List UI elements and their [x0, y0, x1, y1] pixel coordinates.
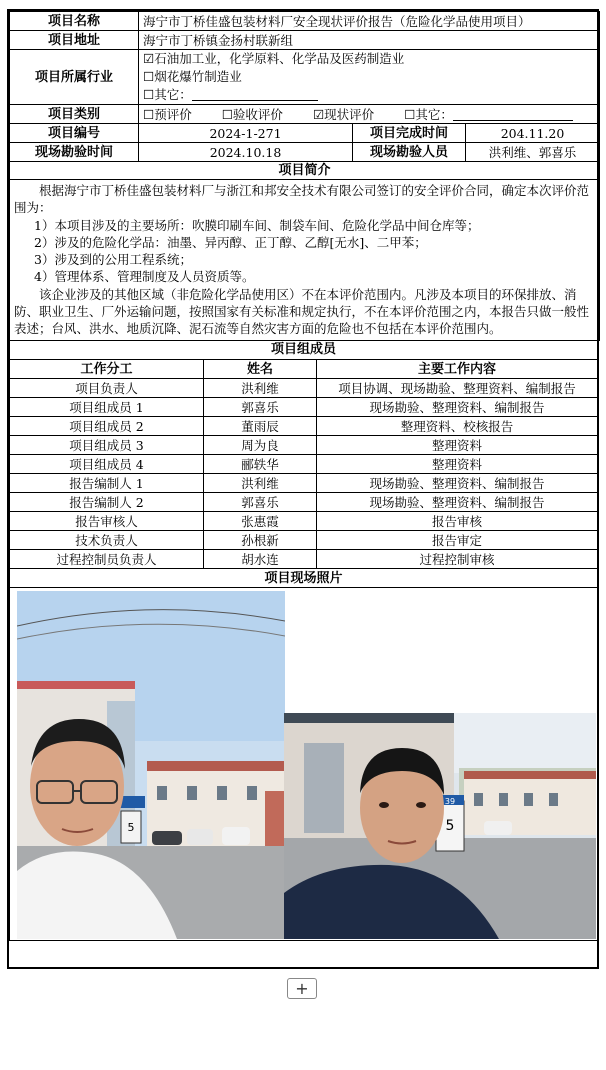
site-photo-1 [17, 591, 285, 939]
member-row [10, 398, 598, 417]
member-role: 项目负责人 [10, 379, 204, 398]
intro-item: 1）本项目涉及的主要场所：吹膜印刷车间、制袋车间、危险化学品中间仓库等； [34, 217, 480, 233]
member-role: 报告编制人 1 [10, 474, 204, 493]
member-role: 过程控制员负责人 [10, 550, 204, 569]
member-row [10, 531, 598, 550]
intro-body [10, 180, 600, 341]
sign-plate: 39 [444, 797, 456, 807]
member-work: 现场勘验、整理资料、编制报告 [317, 398, 598, 417]
member-name: 周为良 [204, 436, 317, 455]
member-row [10, 512, 598, 531]
sign-number-1: 5 [127, 821, 135, 835]
member-name: 张惠霞 [204, 512, 317, 531]
intro-item: 4）管理体系、管理制度及人员资质等。 [34, 269, 255, 285]
member-work: 现场勘验、整理资料、编制报告 [317, 493, 598, 512]
category-label: 项目类别 [10, 105, 139, 124]
survey-time-value: 2024.10.18 [139, 143, 353, 162]
members-header-role: 工作分工 [10, 360, 204, 379]
member-role: 技术负责人 [10, 531, 204, 550]
member-name: 洪利维 [204, 379, 317, 398]
member-row [10, 474, 598, 493]
category-options [139, 105, 600, 124]
project-address-label: 项目地址 [10, 31, 139, 50]
member-work: 报告审定 [317, 531, 598, 550]
member-work: 现场勘验、整理资料、编制报告 [317, 474, 598, 493]
category-option-pre[interactable]: ☐预评价 [143, 106, 192, 122]
member-work: 整理资料 [317, 455, 598, 474]
report-sheet [7, 9, 599, 969]
category-option-other[interactable]: ☐其它： [404, 107, 573, 122]
intro-paragraph-2: 该企业涉及的其他区域（非危险化学品使用区）不在本评价范围内。凡涉及本项目的环保排放、消防、职业卫生、厂外运输问题，按照国家有关标准和规定执行，不在本评价范围之内，本报告只做一般性表述；台风、洪水、地质沉降、泥石流等自然灾害方面的危险也不包括在本评价范围内。 [14, 286, 590, 337]
industry-label: 项目所属行业 [10, 50, 139, 105]
member-row [10, 417, 598, 436]
member-role: 报告审核人 [10, 512, 204, 531]
industry-option-petrochem[interactable]: ☑石油加工业，化学原料、化学品及医药制造业 [143, 51, 405, 66]
project-name-label: 项目名称 [10, 12, 139, 31]
survey-time-label: 现场勘验时间 [10, 143, 139, 162]
members-table [9, 341, 598, 942]
member-work: 整理资料 [317, 436, 598, 455]
info-table [9, 11, 600, 341]
project-number-value: 2024-1-271 [139, 124, 353, 143]
intro-title: 项目简介 [10, 162, 600, 180]
member-name: 洪利维 [204, 474, 317, 493]
member-row [10, 436, 598, 455]
category-option-current[interactable]: ☑现状评价 [312, 106, 375, 122]
members-header-name: 姓名 [204, 360, 317, 379]
member-role: 项目组成员 2 [10, 417, 204, 436]
photos-title: 项目现场照片 [10, 569, 598, 588]
category-other-blank [453, 108, 573, 121]
member-row [10, 550, 598, 569]
member-work: 整理资料、校核报告 [317, 417, 598, 436]
category-option-acceptance[interactable]: ☐验收评价 [221, 106, 283, 122]
member-work: 项目协调、现场勘验、整理资料、编制报告 [317, 379, 598, 398]
industry-other-blank [192, 88, 318, 101]
industry-options [139, 50, 600, 105]
survey-people-label: 现场勘验人员 [353, 143, 466, 162]
project-number-label: 项目编号 [10, 124, 139, 143]
members-title: 项目组成员 [10, 341, 598, 360]
intro-item: 2）涉及的危险化学品：油墨、异丙醇、正丁醇、乙醇[无水]、二甲苯； [34, 234, 427, 250]
member-role: 报告编制人 2 [10, 493, 204, 512]
photos-cell [10, 588, 598, 941]
intro-item: 3）涉及到的公用工程系统； [34, 252, 192, 268]
member-role: 项目组成员 1 [10, 398, 204, 417]
member-work: 报告审核 [317, 512, 598, 531]
member-name: 郦轶华 [204, 455, 317, 474]
sign-number-2: 5 [445, 818, 455, 835]
finish-time-value: 204.11.20 [466, 124, 600, 143]
site-photo-2 [284, 713, 596, 939]
members-header-work: 主要工作内容 [317, 360, 598, 379]
member-role: 项目组成员 4 [10, 455, 204, 474]
add-button[interactable]: + [287, 978, 317, 999]
member-name: 郭喜乐 [204, 398, 317, 417]
survey-people-value: 洪利维、郭喜乐 [466, 143, 600, 162]
industry-option-other[interactable]: ☐其它： [143, 86, 595, 104]
industry-option-fireworks[interactable]: ☐烟花爆竹制造业 [143, 69, 242, 84]
member-row [10, 493, 598, 512]
project-address-value: 海宁市丁桥镇金扬村联新组 [139, 31, 600, 50]
member-role: 项目组成员 3 [10, 436, 204, 455]
project-name-value: 海宁市丁桥佳盛包装材料厂安全现状评价报告（危险化学品使用项目） [139, 12, 600, 31]
member-name: 孙根新 [204, 531, 317, 550]
finish-time-label: 项目完成时间 [353, 124, 466, 143]
member-work: 过程控制审核 [317, 550, 598, 569]
member-row [10, 455, 598, 474]
member-name: 董雨辰 [204, 417, 317, 436]
member-name: 胡水连 [204, 550, 317, 569]
intro-paragraph-1: 根据海宁市丁桥佳盛包装材料厂与浙江和邦安全技术有限公司签订的安全评价合同，确定本次评价范围为： [14, 183, 590, 216]
member-name: 郭喜乐 [204, 493, 317, 512]
member-row [10, 379, 598, 398]
